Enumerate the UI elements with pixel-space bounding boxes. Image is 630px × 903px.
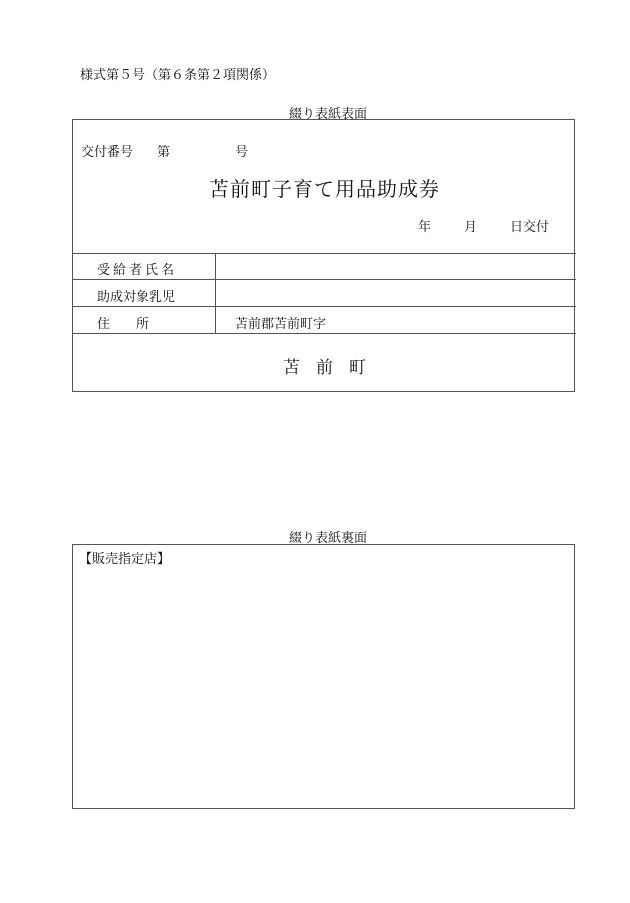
date-day-issued-label: 日交付 — [510, 220, 550, 235]
front-cover-caption: 綴り表紙表面 — [288, 107, 367, 122]
column-divider — [215, 253, 216, 333]
date-year-label: 年 — [418, 220, 432, 235]
issue-number-label: 交付番号 — [81, 145, 134, 160]
divider — [73, 306, 576, 307]
infant-label: 助成対象乳児 — [97, 290, 176, 305]
recipient-name-label: 受給者氏名 — [97, 263, 178, 278]
front-cover — [72, 119, 575, 392]
address-label: 住 所 — [97, 317, 150, 332]
date-month-label: 月 — [464, 220, 478, 235]
divider — [73, 279, 576, 280]
issuer-town: 苫前町 — [283, 358, 382, 378]
divider — [73, 333, 576, 334]
divider — [73, 253, 576, 254]
issue-number-prefix: 第 — [157, 145, 171, 160]
address-field[interactable]: 苫前郡苫前町字 — [235, 317, 327, 332]
issue-number-suffix: 号 — [235, 145, 249, 160]
back-cover-caption: 綴り表紙裏面 — [288, 531, 367, 546]
coupon-title: 苫前町子育て用品助成券 — [209, 177, 440, 201]
back-cover — [72, 544, 575, 809]
designated-shop-label: 【販売指定店】 — [79, 552, 171, 567]
form-number: 様式第５号（第６条第２項関係） — [80, 68, 276, 83]
